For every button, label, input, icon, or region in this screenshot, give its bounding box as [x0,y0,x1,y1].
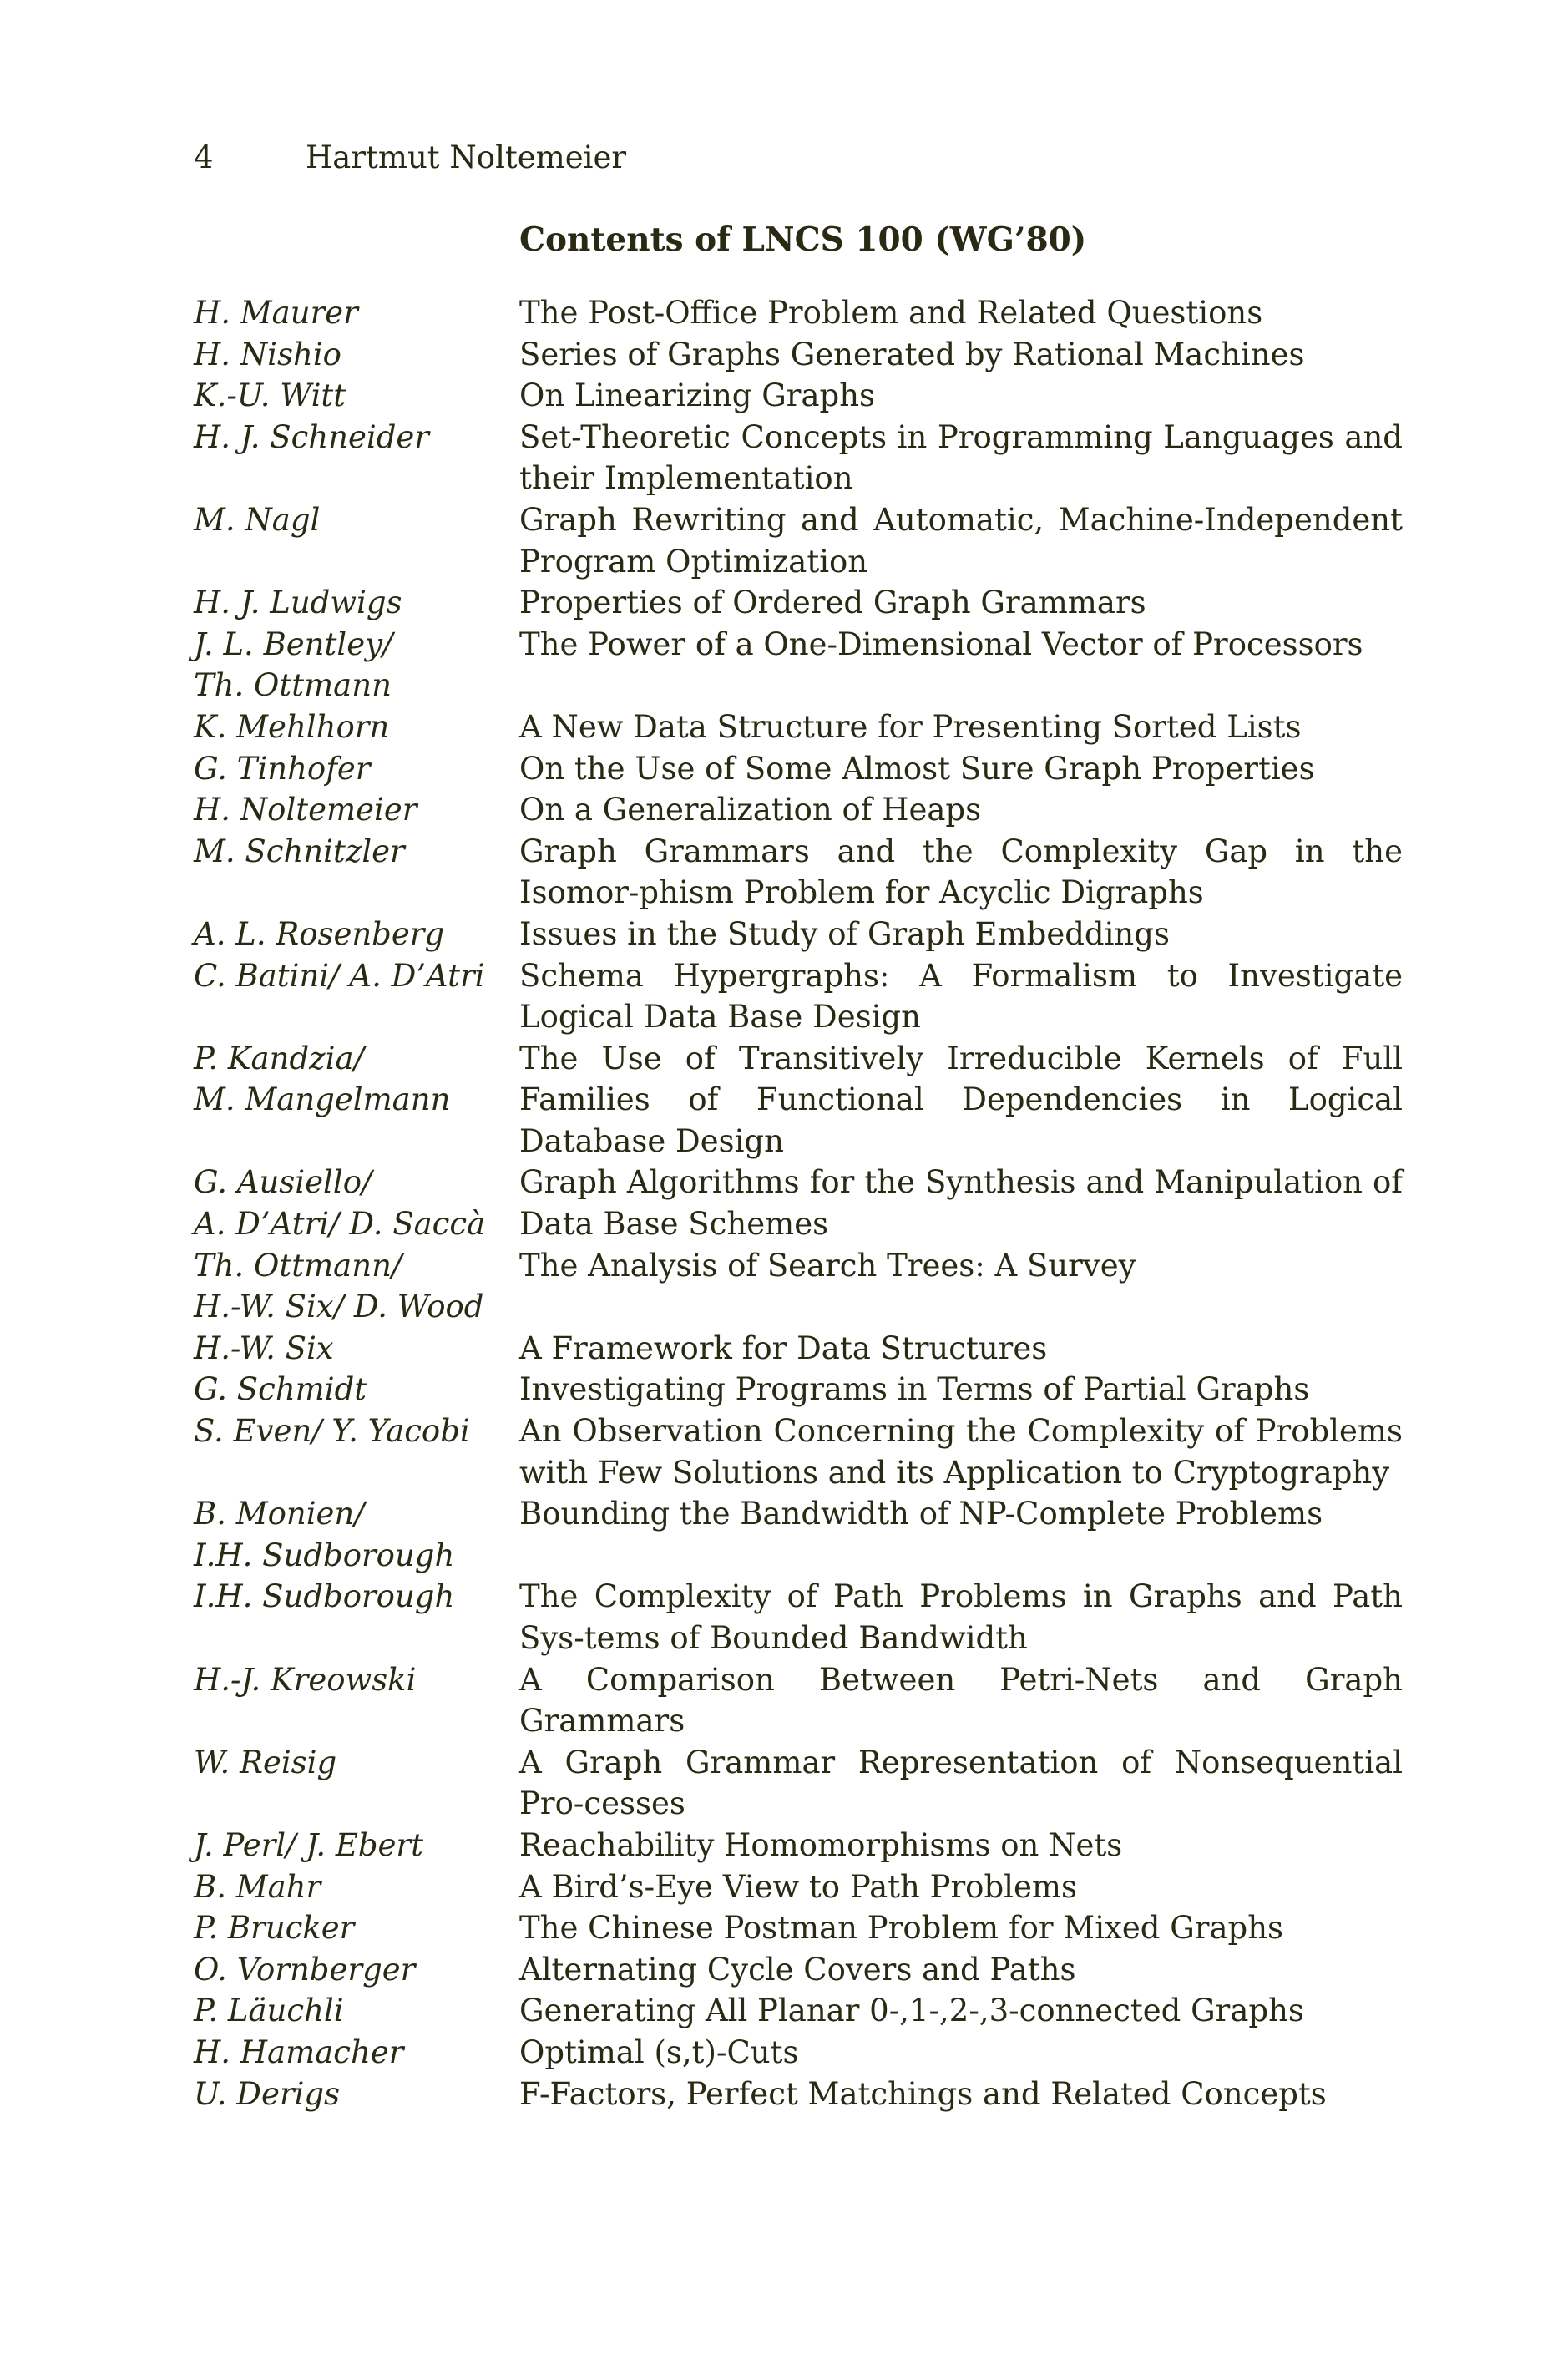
entry-title: The Use of Transitively Irreducible Kernels of Full Families of Functional Dependencies in Logical Database Design [519,1040,1403,1159]
entry-authors: P. Brucker [194,1910,355,1947]
entry-title: On the Use of Some Almost Sure Graph Properties [519,750,1315,787]
contents-entry [194,2032,1403,2074]
contents-entry [194,1866,1403,1908]
entry-title: Reachability Homomorphisms on Nets [519,1826,1123,1863]
entry-title: Alternating Cycle Covers and Paths [519,1951,1076,1988]
entry-authors: A. L. Rosenberg [194,915,445,952]
page-number: 4 [194,139,214,175]
contents-entry [194,789,1403,831]
contents-entry [194,582,1403,624]
contents-entry [194,1949,1403,1991]
entry-title: Series of Graphs Generated by Rational Machines [519,336,1305,372]
contents-entry [194,1825,1403,1866]
entry-title: A New Data Structure for Presenting Sorted Lists [519,708,1302,745]
contents-entry [194,2074,1403,2115]
contents-entry [194,499,1403,582]
entry-authors: K.-U. Witt [194,377,346,414]
contents-entry [194,831,1403,914]
entry-authors: P. Läuchli [194,1993,344,2029]
contents-entry [194,1576,1403,1659]
entry-authors: C. Batini/ A. D’Atri [194,957,485,994]
entry-authors: K. Mehlhorn [194,708,390,745]
entry-authors: Th. Ottmann/ H.-W. Six/ D. Wood [194,1247,484,1325]
entry-title: The Complexity of Path Problems in Graphs and Path Sys-tems of Bounded Bandwidth [519,1578,1403,1656]
contents-entry [194,624,1403,706]
entry-title: Graph Algorithms for the Synthesis and Manipulation of Data Base Schemes [519,1164,1403,1243]
entry-title: Issues in the Study of Graph Embeddings [519,915,1170,952]
entry-title: Optimal (s,t)-Cuts [519,2033,799,2070]
entry-authors: S. Even/ Y. Yacobi [194,1413,470,1450]
entry-authors: H.-W. Six [194,1329,334,1366]
contents-entry [194,1907,1403,1949]
entry-title: The Post-Office Problem and Related Questions [519,295,1263,331]
entry-title: The Chinese Postman Problem for Mixed Graphs [519,1910,1284,1947]
entry-authors: H. Hamacher [194,2033,404,2070]
contents-entry [194,292,1403,334]
entry-authors: H. Noltemeier [194,792,417,828]
section-title: Contents of LNCS 100 (WG’80) [519,220,1087,259]
contents-entry [194,706,1403,748]
entry-authors: J. Perl/ J. Ebert [194,1826,423,1863]
entry-title: F-Factors, Perfect Matchings and Related Concepts [519,2075,1327,2112]
contents-entry [194,1742,1403,1825]
entry-authors: O. Vornberger [194,1951,416,1988]
entry-title: Schema Hypergraphs: A Formalism to Investigate Logical Data Base Design [519,957,1403,1036]
entry-authors: P. Kandzia/ M. Mangelmann [194,1040,451,1118]
entry-title: The Analysis of Search Trees: A Survey [519,1247,1136,1284]
contents-entry [194,1369,1403,1410]
contents-entry [194,1990,1403,2032]
entry-authors: G. Tinhofer [194,750,371,787]
contents-entry [194,1038,1403,1162]
entry-title: Graph Rewriting and Automatic, Machine-Independent Program Optimization [519,501,1403,580]
contents-entry [194,417,1403,499]
entry-title: A Comparison Between Petri-Nets and Graph Grammars [519,1661,1403,1740]
entry-title: A Framework for Data Structures [519,1329,1048,1366]
contents-entry [194,1493,1403,1576]
entry-title: Properties of Ordered Graph Grammars [519,585,1146,621]
entry-authors: U. Derigs [194,2075,341,2112]
entry-title: Set-Theoretic Concepts in Programming Languages and their Implementation [519,418,1403,497]
contents-entry [194,1245,1403,1328]
entry-authors: I.H. Sudborough [194,1578,455,1615]
entry-authors: B. Monien/ I.H. Sudborough [194,1496,455,1573]
contents-entry [194,1162,1403,1244]
entry-title: A Graph Grammar Representation of Nonsequential Pro-cesses [519,1744,1403,1822]
entry-authors: G. Ausiello/ A. D’Atri/ D. Saccà [194,1164,486,1243]
contents-entry [194,955,1403,1038]
running-head-author: Hartmut Noltemeier [306,139,627,175]
contents-entry [194,1659,1403,1742]
entry-title: Graph Grammars and the Complexity Gap in the Isomor-phism Problem for Acyclic Digraphs [519,833,1403,911]
entry-authors: M. Schnitzler [194,833,405,869]
entry-title: On a Generalization of Heaps [519,792,982,828]
entry-title: Investigating Programs in Terms of Partial Graphs [519,1371,1310,1408]
entry-authors: B. Mahr [194,1868,321,1905]
running-header [194,139,627,175]
contents-list [194,292,1403,2114]
entry-authors: H. Nishio [194,336,341,372]
entry-authors: M. Nagl [194,501,321,538]
contents-entry [194,1328,1403,1370]
entry-authors: H. Maurer [194,295,358,331]
entry-authors: H.-J. Kreowski [194,1661,417,1698]
contents-entry [194,1410,1403,1493]
entry-authors: H. J. Ludwigs [194,585,402,621]
contents-entry [194,748,1403,790]
entry-authors: J. L. Bentley/ Th. Ottmann [194,625,393,704]
entry-title: On Linearizing Graphs [519,377,876,414]
entry-authors: W. Reisig [194,1744,337,1780]
entry-title: A Bird’s-Eye View to Path Problems [519,1868,1077,1905]
contents-entry [194,334,1403,376]
entry-title: An Observation Concerning the Complexity of Problems with Few Solutions and its Application to Cryptography [519,1413,1403,1491]
entry-title: The Power of a One-Dimensional Vector of Processors [519,625,1363,662]
contents-entry [194,375,1403,417]
contents-entry [194,914,1403,955]
entry-title: Generating All Planar 0-,1-,2-,3-connected Graphs [519,1993,1304,2029]
entry-authors: G. Schmidt [194,1371,367,1408]
entry-title: Bounding the Bandwidth of NP-Complete Problems [519,1496,1323,1532]
entry-authors: H. J. Schneider [194,418,429,455]
